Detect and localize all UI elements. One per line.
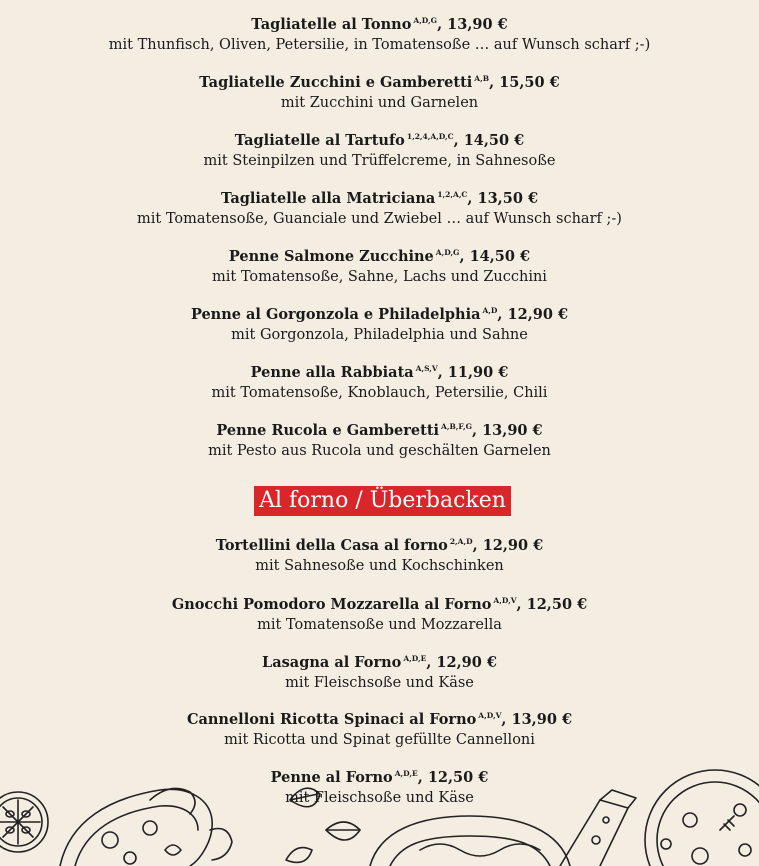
menu-item xyxy=(0,69,759,113)
dish-name: Penne alla Rabbiata xyxy=(250,364,414,381)
allergen-codes: A,D,E xyxy=(403,654,427,663)
dish-description: mit Tomatensoße, Knoblauch, Petersilie, Chili xyxy=(211,385,548,401)
dish-name: Gnocchi Pomodoro Mozzarella al Forno xyxy=(171,596,492,613)
menu-item xyxy=(0,706,759,750)
pasta-bowl-icon xyxy=(370,816,570,866)
allergen-codes: A,B,F,G xyxy=(441,422,472,431)
allergen-codes: A,D,G xyxy=(435,248,460,257)
dish-description: mit Zucchini und Garnelen xyxy=(280,95,479,111)
dish-description: mit Tomatensoße, Guanciale und Zwiebel … auf Wunsch scharf ;-) xyxy=(137,211,622,227)
dish-description: mit Fleischsoße und Käse xyxy=(285,675,474,691)
dish-price: , 12,50 € xyxy=(516,596,588,613)
dish-price: , 13,90 € xyxy=(472,422,543,439)
allergen-codes: A,D,V xyxy=(493,596,517,605)
dish-description: mit Gorgonzola, Philadelphia und Sahne xyxy=(231,327,528,343)
dish-description: mit Tomatensoße und Mozzarella xyxy=(257,617,502,633)
allergen-codes: A,D,G xyxy=(413,16,438,25)
menu-item xyxy=(0,185,759,229)
menu-item xyxy=(0,532,759,576)
dish-name: Penne al Forno xyxy=(270,769,393,786)
allergen-codes: A,B xyxy=(474,74,490,83)
allergen-codes: 1,2,A,C xyxy=(437,190,468,199)
dish-description: mit Pesto aus Rucola und geschälten Garnelen xyxy=(208,443,551,459)
dish-price: , 14,50 € xyxy=(453,132,525,149)
menu-item xyxy=(0,359,759,403)
dish-name: Penne al Gorgonzola e Philadelphia xyxy=(190,306,481,323)
dish-price: , 12,50 € xyxy=(417,769,489,786)
dish-description: mit Sahnesoße und Kochschinken xyxy=(255,558,504,574)
dish-price: , 14,50 € xyxy=(459,248,531,265)
menu-item xyxy=(0,764,759,808)
dish-name: Tortellini della Casa al forno xyxy=(215,537,448,554)
menu-item xyxy=(0,301,759,345)
dish-price: , 13,90 € xyxy=(501,711,573,728)
dish-description: mit Steinpilzen und Trüffelcreme, in Sahnesoße xyxy=(203,153,556,169)
dish-description: mit Tomatensoße, Sahne, Lachs und Zucchini xyxy=(212,269,547,285)
menu-item xyxy=(0,417,759,461)
dish-name: Lasagna al Forno xyxy=(262,654,402,671)
menu-item xyxy=(0,649,759,693)
dish-price: , 13,50 € xyxy=(467,190,539,207)
dish-name: Penne Rucola e Gamberetti xyxy=(216,422,440,439)
dish-price: , 12,90 € xyxy=(426,654,497,671)
dish-name: Tagliatelle alla Matriciana xyxy=(220,190,436,207)
allergen-codes: A,D,V xyxy=(478,711,502,720)
allergen-codes: A,D xyxy=(482,306,498,315)
dish-price: , 12,90 € xyxy=(497,306,569,323)
dish-description: mit Thunfisch, Oliven, Petersilie, in Tomatensoße … auf Wunsch scharf ;-) xyxy=(108,37,651,53)
dish-name: Cannelloni Ricotta Spinaci al Forno xyxy=(186,711,477,728)
allergen-codes: 2,A,D xyxy=(449,537,473,546)
menu-item xyxy=(0,243,759,287)
section-heading-al-forno: Al forno / Überbacken xyxy=(254,486,511,516)
dish-name: Penne Salmone Zucchine xyxy=(228,248,434,265)
dish-price: , 15,50 € xyxy=(489,74,560,91)
dish-price: , 12,90 € xyxy=(472,537,544,554)
dish-description: mit Ricotta und Spinat gefüllte Cannelloni xyxy=(224,732,535,748)
allergen-codes: 1,2,4,A,D,C xyxy=(406,132,454,141)
menu-item xyxy=(0,127,759,171)
dish-name: Tagliatelle al Tonno xyxy=(251,16,412,33)
dish-price: , 11,90 € xyxy=(437,364,509,381)
menu-item xyxy=(0,591,759,635)
dish-price: , 13,90 € xyxy=(437,16,508,33)
dish-name: Tagliatelle al Tartufo xyxy=(234,132,405,149)
allergen-codes: A,S,V xyxy=(415,364,438,373)
menu-item xyxy=(0,11,759,55)
dish-description: mit Fleischsoße und Käse xyxy=(285,790,474,806)
allergen-codes: A,D,E xyxy=(394,769,418,778)
dish-name: Tagliatelle Zucchini e Gamberetti xyxy=(199,74,473,91)
